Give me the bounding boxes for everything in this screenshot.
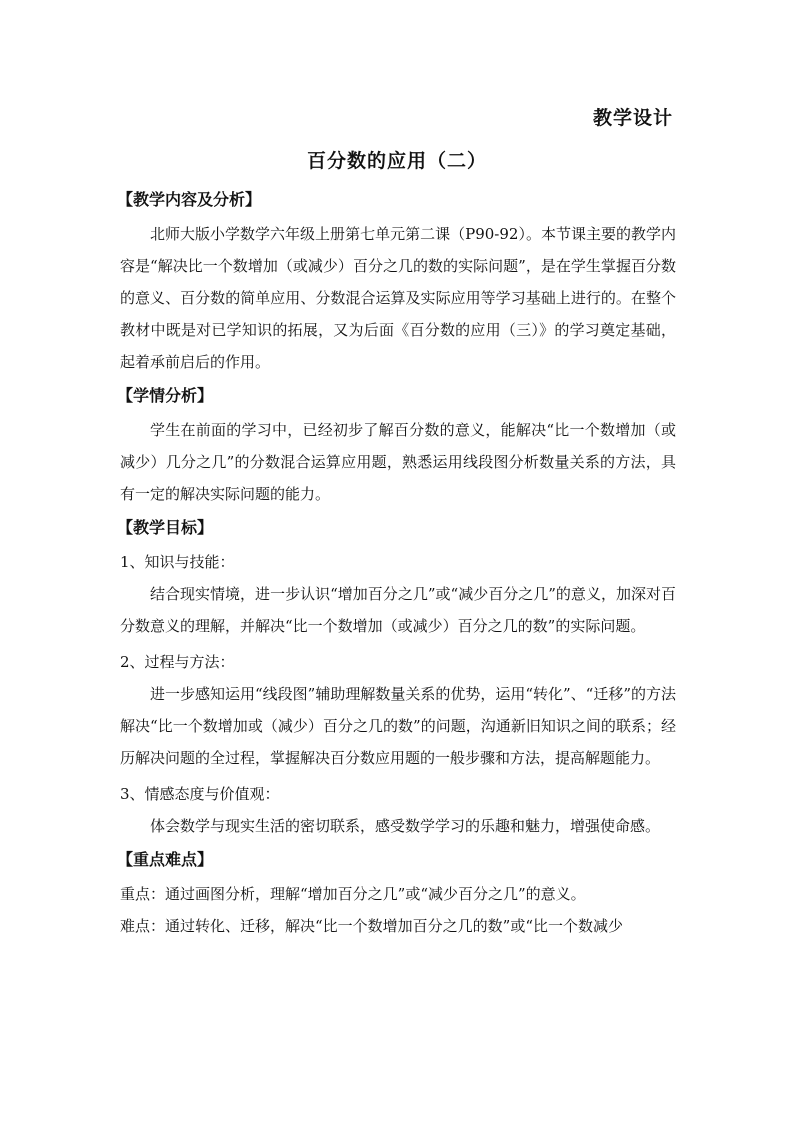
section-heading-teaching-goals: 【教学目标】 [117,518,214,537]
document-type-label: 教学设计 [592,107,673,129]
goal-3-title: 3、情感态度与价值观： [120,785,280,803]
document-title: 百分数的应用（二） [306,150,487,172]
key-point-text: 重点：通过画图分析，理解“增加百分之几”或“减少百分之几”的意义。 [120,885,586,903]
paragraph-content-analysis: 北师大版小学数学六年级上册第七单元第二课（P90-92）。本节课主要的教学内容是“解决比一个数增加（或减少）百分之几的数的实际问题”，是在学生掌握百分数的意义、百分数的简单应用、分数混合运算及实际应用等学习基础上进行的。在整个教材中既是对已学知识的拓展，又为后面《百分数的应用（三）》的学习奠定基础，起着承前启后的作用。 [120,225,676,371]
section-heading-content-analysis: 【教学内容及分析】 [117,190,262,209]
goal-2-title: 2、过程与方法： [120,653,235,671]
document-body [117,186,677,942]
goal-2-paragraph: 进一步感知运用“线段图”辅助理解数量关系的优势，运用“转化”、“迁移”的方法解决“比一个数增加或（减少）百分之几的数”的问题，沟通新旧知识之间的联系；经历解决问题的全过程，掌握解决百分数应用题的一般步骤和方法，提高解题能力。 [120,685,677,767]
section-heading-learner-analysis: 【学情分析】 [117,386,214,405]
paragraph-learner-analysis: 学生在前面的学习中，已经初步了解百分数的意义，能解决“比一个数增加（或减少）几分之几”的分数混合运算应用题，熟悉运用线段图分析数量关系的方法，具有一定的解决实际问题的能力。 [120,421,676,503]
goal-1-title: 1、知识与技能： [120,553,235,571]
difficult-point-text: 难点：通过转化、迁移，解决“比一个数增加百分之几的数”或“比一个数减少 [120,917,624,935]
goal-3-paragraph: 体会数学与现实生活的密切联系，感受数学学习的乐趣和魅力，增强使命感。 [150,817,661,835]
section-heading-key-points: 【重点难点】 [117,850,214,869]
goal-1-paragraph: 结合现实情境，进一步认识“增加百分之几”或“减少百分之几”的意义，加深对百分数意义的理解，并解决“比一个数增加（或减少）百分之几的数”的实际问题。 [120,585,676,635]
